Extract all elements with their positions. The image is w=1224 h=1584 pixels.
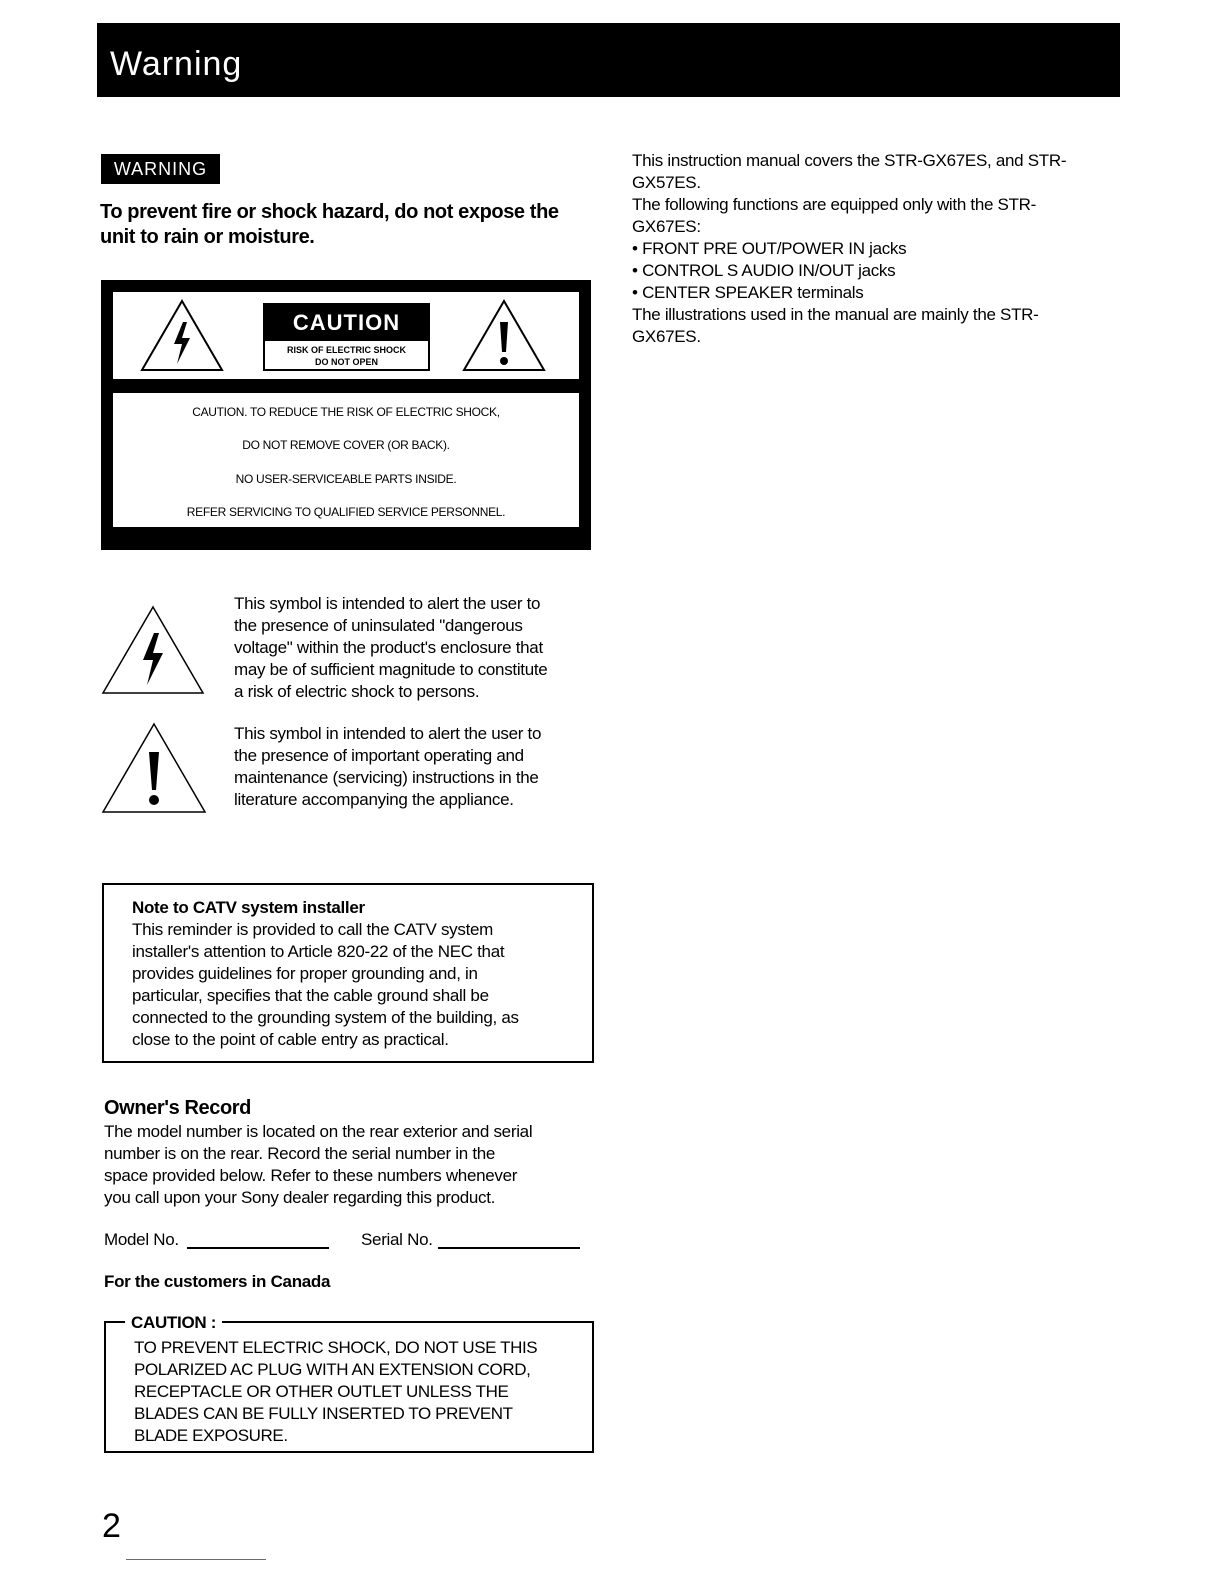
catv-note-line: installer's attention to Article 820-22 of the NEC that	[132, 942, 505, 961]
canada-caution-line: RECEPTACLE OR OTHER OUTLET UNLESS THE	[134, 1382, 509, 1401]
symbol-text-line: This symbol is intended to alert the user to	[234, 594, 541, 613]
owners-record-line: you call upon your Sony dealer regarding this product.	[104, 1188, 496, 1207]
coverage-line: The following functions are equipped only with the STR-	[632, 195, 1037, 214]
canada-caution-line: TO PREVENT ELECTRIC SHOCK, DO NOT USE THIS	[134, 1338, 538, 1357]
manual-coverage-text	[632, 150, 1114, 348]
coverage-line: This instruction manual covers the STR-GX67ES, and STR-	[632, 151, 1067, 170]
caution-line: REFER SERVICING TO QUALIFIED SERVICE PERSONNEL.	[186, 505, 506, 519]
coverage-line: The illustrations used in the manual are mainly the STR-	[632, 305, 1039, 324]
symbol-text-line: the presence of important operating and	[234, 746, 524, 765]
model-number-label: Model No.	[104, 1230, 179, 1249]
symbol-text-line: literature accompanying the appliance.	[234, 790, 514, 809]
lightning-triangle-icon	[100, 605, 206, 695]
coverage-line: GX67ES:	[632, 217, 701, 236]
catv-note-line: connected to the grounding system of the building, as	[132, 1008, 519, 1027]
feature-bullet: • CENTER SPEAKER terminals	[632, 283, 864, 302]
caution-label-line: RISK OF ELECTRIC SHOCK	[286, 345, 406, 355]
lightning-triangle-icon	[139, 298, 225, 374]
symbol-description	[234, 593, 599, 703]
catv-note-box	[102, 883, 594, 1063]
owners-record-line: The model number is located on the rear exterior and serial	[104, 1122, 533, 1141]
owners-record-title: Owner's Record	[104, 1097, 251, 1119]
symbol-text-line: voltage" within the product's enclosure that	[234, 638, 543, 657]
symbol-text-line: maintenance (servicing) instructions in the	[234, 768, 539, 787]
caution-label	[263, 303, 430, 371]
symbol-text-line: This symbol in intended to alert the user to	[234, 724, 542, 743]
symbol-text-line: the presence of uninsulated "dangerous	[234, 616, 523, 635]
serial-number-field[interactable]	[438, 1247, 580, 1249]
catv-note-line: This reminder is provided to call the CATV system	[132, 920, 494, 939]
coverage-line: GX67ES.	[632, 327, 701, 346]
caution-panel-top	[113, 292, 579, 379]
exclamation-triangle-icon	[100, 722, 208, 814]
catv-note-line: particular, specifies that the cable ground shall be	[132, 986, 489, 1005]
caution-label-title: CAUTION	[265, 305, 428, 341]
canada-caution-line: BLADE EXPOSURE.	[134, 1426, 288, 1445]
caution-line: NO USER-SERVICEABLE PARTS INSIDE.	[235, 472, 457, 486]
hazard-statement	[100, 200, 600, 250]
hazard-line: To prevent fire or shock hazard, do not expose the	[100, 201, 559, 223]
symbol-description	[234, 723, 599, 811]
caution-line: DO NOT REMOVE COVER (OR BACK).	[242, 438, 450, 452]
canada-caution-label: CAUTION :	[125, 1313, 222, 1333]
owners-record-line: number is on the rear. Record the serial number in the	[104, 1144, 496, 1163]
owners-record-body	[104, 1121, 599, 1209]
page-title: Warning	[110, 45, 243, 83]
model-number-field[interactable]	[187, 1247, 329, 1249]
canada-caution-text	[134, 1337, 594, 1447]
owners-record-line: space provided below. Refer to these numbers whenever	[104, 1166, 518, 1185]
caution-panel-bottom	[113, 393, 579, 527]
warning-badge: WARNING	[101, 154, 220, 184]
catv-note-line: close to the point of cable entry as practical.	[132, 1030, 449, 1049]
feature-bullet: • CONTROL S AUDIO IN/OUT jacks	[632, 261, 896, 280]
exclamation-triangle-icon	[461, 298, 547, 374]
hazard-line: unit to rain or moisture.	[100, 226, 315, 248]
coverage-line: GX57ES.	[632, 173, 701, 192]
symbol-text-line: may be of sufficient magnitude to constitute	[234, 660, 548, 679]
page-number: 2	[102, 1507, 121, 1545]
canada-caution-line: BLADES CAN BE FULLY INSERTED TO PREVENT	[134, 1404, 513, 1423]
caution-line: CAUTION. TO REDUCE THE RISK OF ELECTRIC SHOCK,	[192, 405, 500, 419]
symbol-text-line: a risk of electric shock to persons.	[234, 682, 480, 701]
serial-number-label: Serial No.	[361, 1230, 433, 1249]
catv-note-title: Note to CATV system installer	[132, 898, 365, 917]
catv-note-line: provides guidelines for proper grounding and, in	[132, 964, 478, 983]
header-bar	[97, 23, 1120, 97]
caution-label-line: DO NOT OPEN	[314, 357, 378, 367]
caution-panel	[101, 280, 591, 550]
canada-caution-line: POLARIZED AC PLUG WITH AN EXTENSION CORD,	[134, 1360, 531, 1379]
canada-heading: For the customers in Canada	[104, 1272, 331, 1291]
bottom-rule	[126, 1559, 266, 1560]
feature-bullet: • FRONT PRE OUT/POWER IN jacks	[632, 239, 907, 258]
